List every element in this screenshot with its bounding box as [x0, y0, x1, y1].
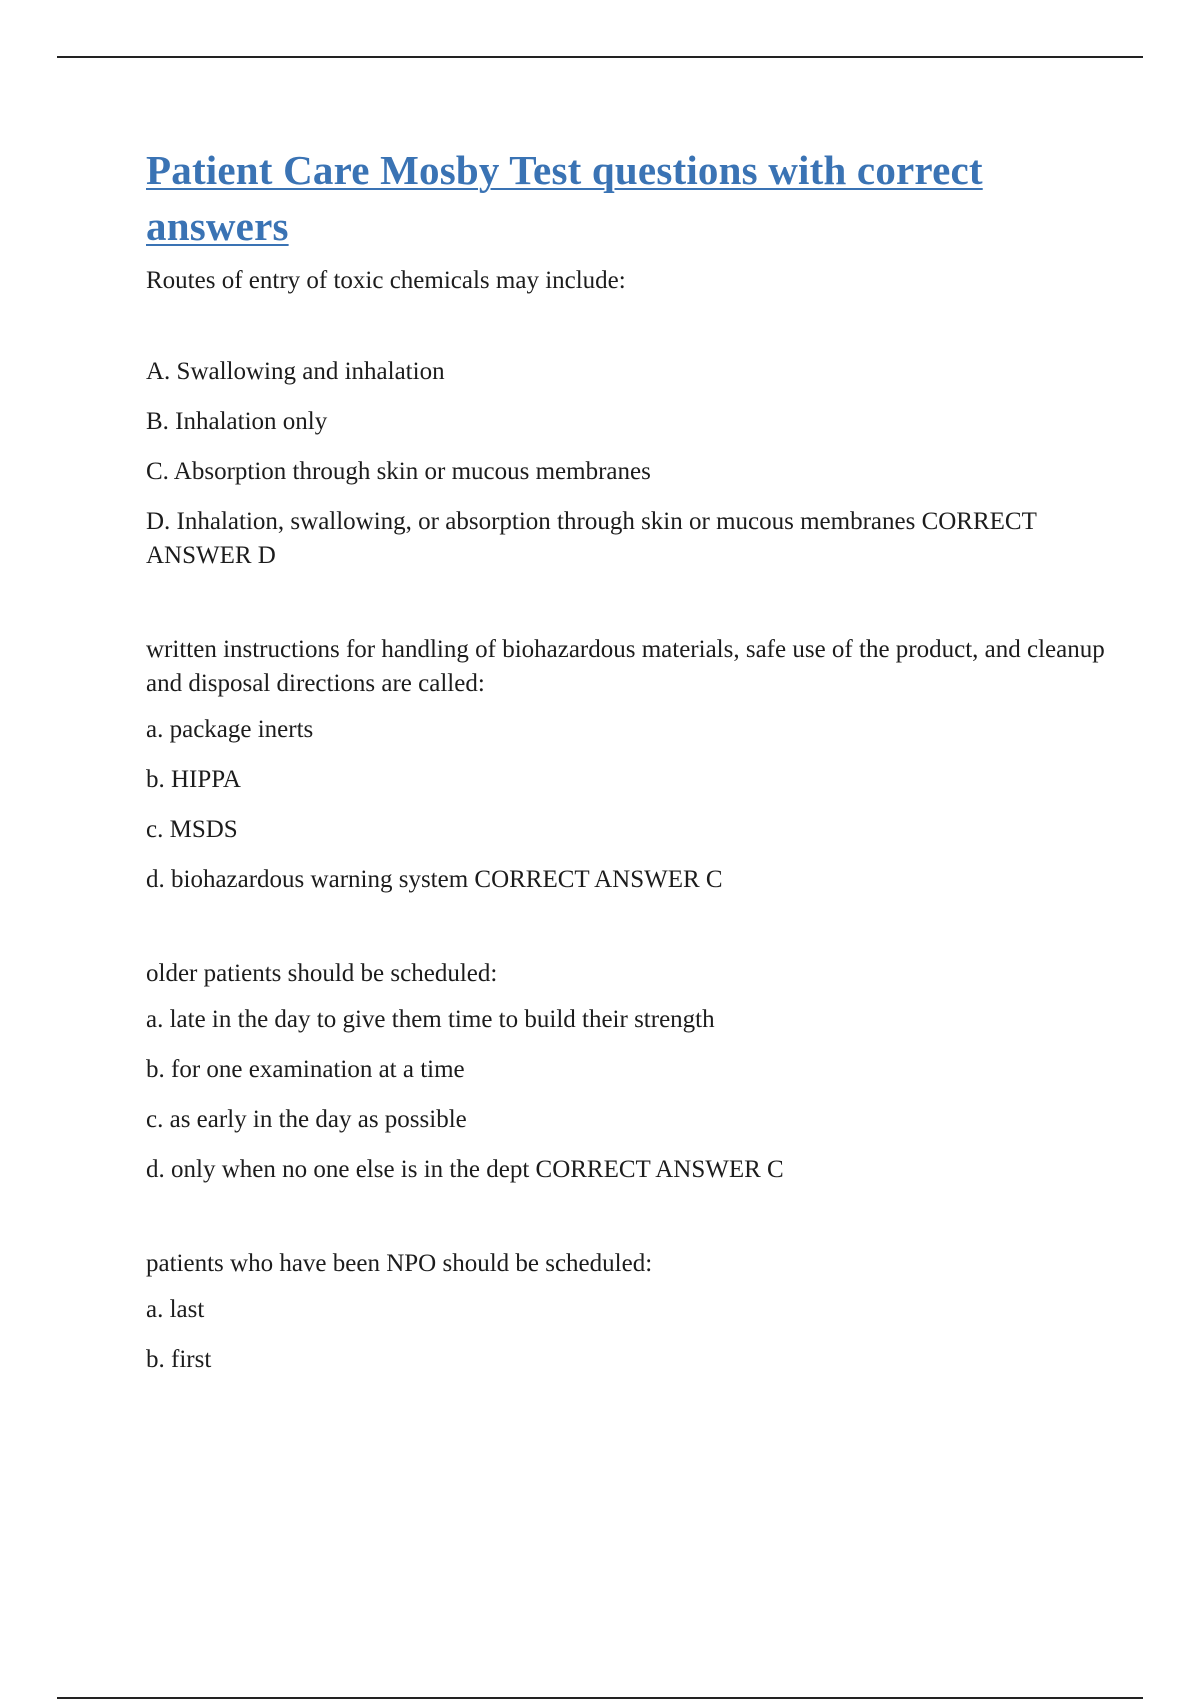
option-item: c. MSDS [146, 816, 238, 843]
option-item: b. HIPPA [146, 766, 241, 793]
question-prompt: written instructions for handling of biohazardous materials, safe use of the product, and cleanup and disposal directions are called: [146, 636, 1105, 697]
option-item: c. as early in the day as possible [146, 1106, 467, 1133]
option-item: a. package inerts [146, 716, 314, 743]
question-4 [146, 1247, 1106, 1377]
option-list [146, 1293, 1106, 1377]
document-body [146, 142, 1106, 1377]
option-item: d. only when no one else is in the dept CORRECT ANSWER C [146, 1156, 784, 1183]
question-prompt: Routes of entry of toxic chemicals may include: [146, 267, 626, 294]
option-item: d. biohazardous warning system CORRECT ANSWER C [146, 866, 723, 893]
option-list [146, 1003, 1106, 1187]
option-list [146, 713, 1106, 897]
question-prompt: patients who have been NPO should be scheduled: [146, 1250, 653, 1277]
option-list [146, 355, 1106, 573]
document-title: Patient Care Mosby Test questions with correct answers [146, 147, 983, 249]
header-rule [57, 56, 1143, 58]
option-item: D. Inhalation, swallowing, or absorption through skin or mucous membranes CORRECT ANSWER D [146, 508, 1037, 569]
option-item: A. Swallowing and inhalation [146, 358, 445, 385]
question-2 [146, 633, 1106, 897]
option-item: b. for one examination at a time [146, 1056, 465, 1083]
question-prompt: older patients should be scheduled: [146, 960, 498, 987]
question-3 [146, 957, 1106, 1187]
option-item: B. Inhalation only [146, 408, 328, 435]
footer-rule [57, 1697, 1143, 1699]
question-1 [146, 264, 1106, 573]
option-item: C. Absorption through skin or mucous membranes [146, 458, 651, 485]
option-item: a. late in the day to give them time to build their strength [146, 1006, 715, 1033]
option-item: b. first [146, 1346, 212, 1373]
option-item: a. last [146, 1296, 205, 1323]
spacer [146, 298, 1106, 355]
